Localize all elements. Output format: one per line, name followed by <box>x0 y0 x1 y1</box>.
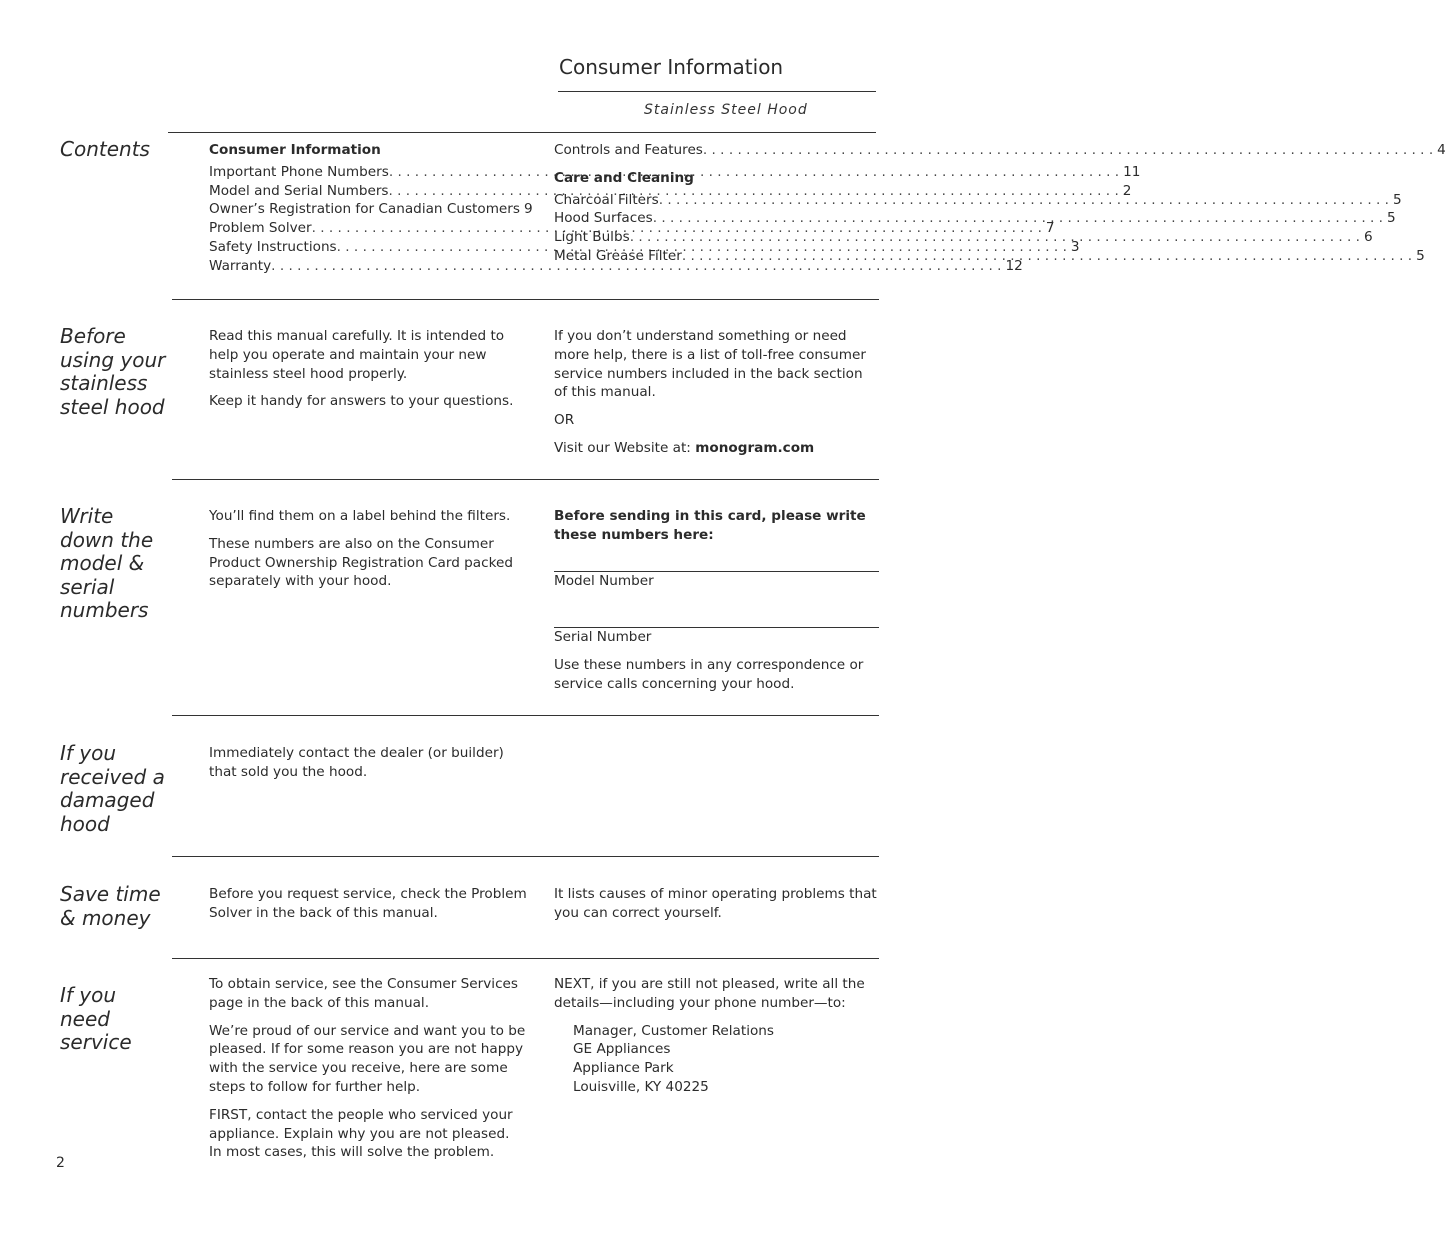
toc-heading: Consumer Information <box>209 142 381 158</box>
section-divider <box>172 299 879 300</box>
address-line: Manager, Customer Relations <box>573 1022 775 1039</box>
toc-entry-label: Problem Solver <box>209 220 312 237</box>
model-left-column <box>209 507 534 600</box>
toc-entry-page: 6 <box>1363 229 1373 246</box>
toc-entry-page: 9 <box>523 201 533 218</box>
toc-leader <box>653 209 1383 228</box>
paragraph: Read this manual carefully. It is intended to help you operate and maintain your new stainless steel hood properly. <box>209 328 505 382</box>
save-right-column <box>554 885 879 932</box>
paragraph: NEXT, if you are still not pleased, write all the details—including your phone number—to: <box>554 976 865 1011</box>
address-line: Louisville, KY 40225 <box>573 1078 709 1095</box>
toc-entry-page: 11 <box>1123 163 1141 180</box>
before-right-column <box>554 327 879 467</box>
toc-entry-label: Light Bulbs <box>554 229 630 246</box>
toc-entry <box>554 191 1402 210</box>
paragraph: Use these numbers in any correspondence or service calls concerning your hood. <box>554 656 864 692</box>
paragraph: Before you request service, check the Problem Solver in the back of this manual. <box>209 886 527 921</box>
page-number: 2 <box>56 1155 65 1171</box>
header-divider <box>558 91 876 92</box>
toc-leader <box>682 247 1412 266</box>
model-instructions: Before sending in this card, please write these numbers here: <box>554 508 866 543</box>
toc-entry-page: 5 <box>1386 210 1396 227</box>
paragraph: You’ll find them on a label behind the filters. <box>209 508 511 524</box>
paragraph: In most cases, this will solve the problem. <box>209 1144 495 1161</box>
address-line: Appliance Park <box>573 1060 674 1077</box>
before-using-title: Before using your stainless steel hood <box>60 324 166 419</box>
page-header-subtitle: Stainless Steel Hood <box>644 102 808 118</box>
toc-heading: Care and Cleaning <box>554 169 694 186</box>
toc-leader <box>703 141 1433 160</box>
damaged-text <box>209 744 534 791</box>
paragraph: Keep it handy for answers to your questions. <box>209 393 514 410</box>
save-time-title: Save time & money <box>60 882 161 930</box>
section-divider <box>172 479 879 480</box>
toc-entry-page: 7 <box>1045 220 1055 237</box>
paragraph: To obtain service, see the Consumer Services page in the back of this manual. <box>209 976 519 1011</box>
toc-entry-label: Important Phone Numbers <box>209 163 389 180</box>
website-line <box>554 439 879 458</box>
toc-entry <box>554 209 1396 228</box>
toc-entry-label: Warranty <box>209 257 272 274</box>
toc-entry-page: 12 <box>1005 257 1023 274</box>
serial-number-block <box>554 628 879 702</box>
toc-entry-label: Controls and Features <box>554 142 703 158</box>
toc-entry <box>554 228 1373 247</box>
paragraph: We’re proud of our service and want you to be pleased. If for some reason you are not happy with the service you receive, here are some steps to follow for further help. <box>209 1022 526 1095</box>
paragraph: FIRST, contact the people who serviced your appliance. Explain why you are not pleased. <box>209 1106 513 1142</box>
model-number-label: Model Number <box>554 573 654 589</box>
save-left-column <box>209 885 534 932</box>
before-left-column <box>209 327 534 420</box>
model-right-column <box>554 507 879 554</box>
paragraph: It lists causes of minor operating problems that you can correct yourself. <box>554 886 877 921</box>
toc-leader <box>630 228 1360 247</box>
toc-entry <box>209 257 1023 276</box>
toc-entry-page: 2 <box>1122 182 1132 199</box>
toc-entry-page: 3 <box>1070 238 1080 255</box>
website-link[interactable]: monogram.com <box>695 439 815 456</box>
toc-entry-label: Metal Grease Filter <box>554 247 682 264</box>
model-serial-title: Write down the model & serial numbers <box>60 504 154 622</box>
toc-entry <box>554 141 1446 160</box>
need-service-title: If you need service <box>60 983 132 1054</box>
paragraph: These numbers are also on the Consumer Product Ownership Registration Card packed separately with your hood. <box>209 535 513 590</box>
website-prefix: Visit our Website at: <box>554 439 696 456</box>
service-left-column <box>209 975 539 1171</box>
toc-entry-label: Model and Serial Numbers <box>209 182 389 199</box>
toc-entry <box>209 200 533 219</box>
toc-entry-label: Hood Surfaces <box>554 210 653 227</box>
toc-entry-page: 5 <box>1416 247 1425 264</box>
section-divider <box>172 958 879 959</box>
toc-entry-page: 5 <box>1392 191 1402 208</box>
section-divider <box>168 132 876 133</box>
section-divider <box>172 856 879 857</box>
page-header-title: Consumer Information <box>559 55 784 79</box>
toc-leader <box>659 191 1389 210</box>
toc-entry-label: Charcoal Filters <box>554 191 659 208</box>
paragraph: If you don’t understand something or need more help, there is a list of toll-free consumer service numbers included in the back section of this manual. <box>554 328 866 401</box>
serial-number-label: Serial Number <box>554 629 652 645</box>
section-divider <box>172 715 879 716</box>
damaged-hood-title: If you received a damaged hood <box>60 741 165 836</box>
toc-entry-page: 4 <box>1437 142 1446 158</box>
contents-title: Contents <box>60 137 150 161</box>
mailing-address <box>573 1022 879 1097</box>
service-right-column <box>554 975 879 1097</box>
paragraph: Immediately contact the dealer (or builder) that sold you the hood. <box>209 745 504 780</box>
toc-entry-label: Safety Instructions <box>209 238 337 255</box>
toc-entry-label: Owner’s Registration for Canadian Customers <box>209 201 520 218</box>
paragraph: OR <box>554 412 575 429</box>
address-line: GE Appliances <box>573 1041 671 1058</box>
